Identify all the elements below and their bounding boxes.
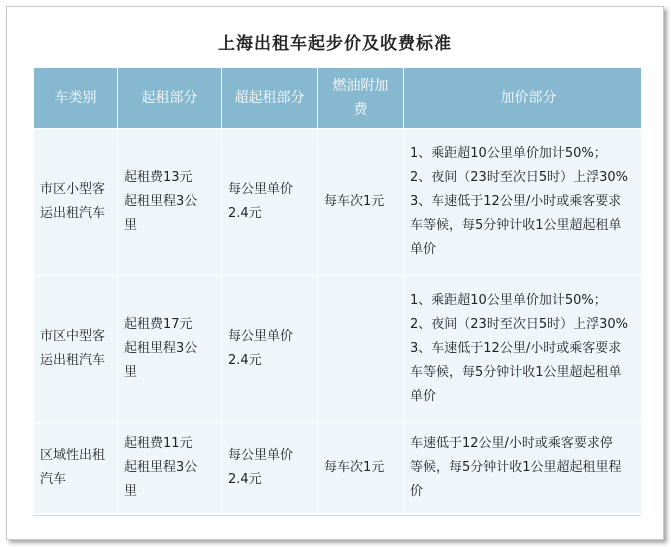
cell-surcharge bbox=[404, 423, 642, 514]
header-surcharge: 加价部分 bbox=[404, 68, 642, 129]
fare-table-container bbox=[33, 67, 641, 515]
header-vehicle-type: 车类别 bbox=[34, 68, 118, 129]
page-title: 上海出租车起步价及收费标准 bbox=[218, 34, 452, 54]
base-fare-line: 起租费13元 bbox=[124, 170, 193, 185]
surcharge-line: 车等候，每5分钟计收1公里超起租单 bbox=[410, 218, 622, 233]
cell-extra-distance bbox=[222, 129, 318, 276]
vehicle-type-line: 运出租汽车 bbox=[40, 353, 106, 368]
surcharge-line: 车速低于12公里/小时或乘客要求停 bbox=[410, 436, 613, 451]
table-row bbox=[34, 423, 642, 514]
vehicle-type-line: 区域性出租 bbox=[40, 448, 106, 463]
cell-surcharge bbox=[404, 276, 642, 423]
base-fare-line: 起租费11元 bbox=[124, 436, 193, 451]
extra-line: 每公里单价 bbox=[228, 182, 294, 197]
cell-extra-distance bbox=[222, 276, 318, 423]
cell-surcharge bbox=[404, 129, 642, 276]
cell-vehicle-type bbox=[34, 276, 118, 423]
surcharge-line: 车等候，每5分钟计收1公里超起租单 bbox=[410, 365, 622, 380]
extra-line: 每公里单价 bbox=[228, 329, 294, 344]
extra-line: 2.4元 bbox=[228, 206, 262, 221]
header-base-fare: 起租部分 bbox=[118, 68, 222, 129]
table-header-row bbox=[34, 68, 642, 129]
surcharge-line: 2、夜间（23时至次日5时）上浮30% bbox=[410, 317, 628, 332]
surcharge-line: 3、车速低于12公里/小时或乘客要求 bbox=[410, 194, 622, 209]
document-frame bbox=[6, 6, 664, 540]
extra-line: 每公里单价 bbox=[228, 448, 294, 463]
vehicle-type-line: 运出租汽车 bbox=[40, 206, 106, 221]
surcharge-line: 1、乘距超10公里单价加计50%； bbox=[410, 293, 607, 308]
surcharge-line: 2、夜间（23时至次日5时）上浮30% bbox=[410, 170, 628, 185]
cell-fuel-surcharge bbox=[318, 276, 404, 423]
cell-vehicle-type bbox=[34, 423, 118, 514]
base-fare-line: 里 bbox=[124, 218, 138, 233]
cell-base-fare bbox=[118, 129, 222, 276]
base-fare-line: 起租费17元 bbox=[124, 317, 193, 332]
surcharge-line: 等候，每5分钟计收1公里超起租里程 bbox=[410, 460, 622, 475]
cell-fuel-surcharge: 每车次1元 bbox=[318, 129, 404, 276]
vehicle-type-line: 市区中型客 bbox=[40, 329, 106, 344]
cell-base-fare bbox=[118, 276, 222, 423]
vehicle-type-line: 市区小型客 bbox=[40, 182, 106, 197]
base-fare-line: 起租里程3公 bbox=[124, 341, 198, 356]
base-fare-line: 里 bbox=[124, 484, 138, 499]
surcharge-line: 单价 bbox=[410, 242, 437, 257]
vehicle-type-line: 汽车 bbox=[40, 472, 67, 487]
cell-vehicle-type bbox=[34, 129, 118, 276]
base-fare-line: 起租里程3公 bbox=[124, 460, 198, 475]
cell-fuel-surcharge: 每车次1元 bbox=[318, 423, 404, 514]
fare-table bbox=[33, 67, 641, 514]
extra-line: 2.4元 bbox=[228, 353, 262, 368]
cell-extra-distance bbox=[222, 423, 318, 514]
surcharge-line: 3、车速低于12公里/小时或乘客要求 bbox=[410, 341, 622, 356]
table-bottom-divider bbox=[33, 515, 641, 516]
base-fare-line: 起租里程3公 bbox=[124, 194, 198, 209]
surcharge-line: 单价 bbox=[410, 389, 437, 404]
extra-line: 2.4元 bbox=[228, 472, 262, 487]
table-row bbox=[34, 276, 642, 423]
surcharge-line: 价 bbox=[410, 484, 424, 499]
table-row bbox=[34, 129, 642, 276]
surcharge-line: 1、乘距超10公里单价加计50%； bbox=[410, 146, 607, 161]
header-extra-distance: 超起租部分 bbox=[222, 68, 318, 129]
cell-base-fare bbox=[118, 423, 222, 514]
header-fuel-surcharge: 燃油附加费 bbox=[318, 68, 404, 129]
base-fare-line: 里 bbox=[124, 365, 138, 380]
